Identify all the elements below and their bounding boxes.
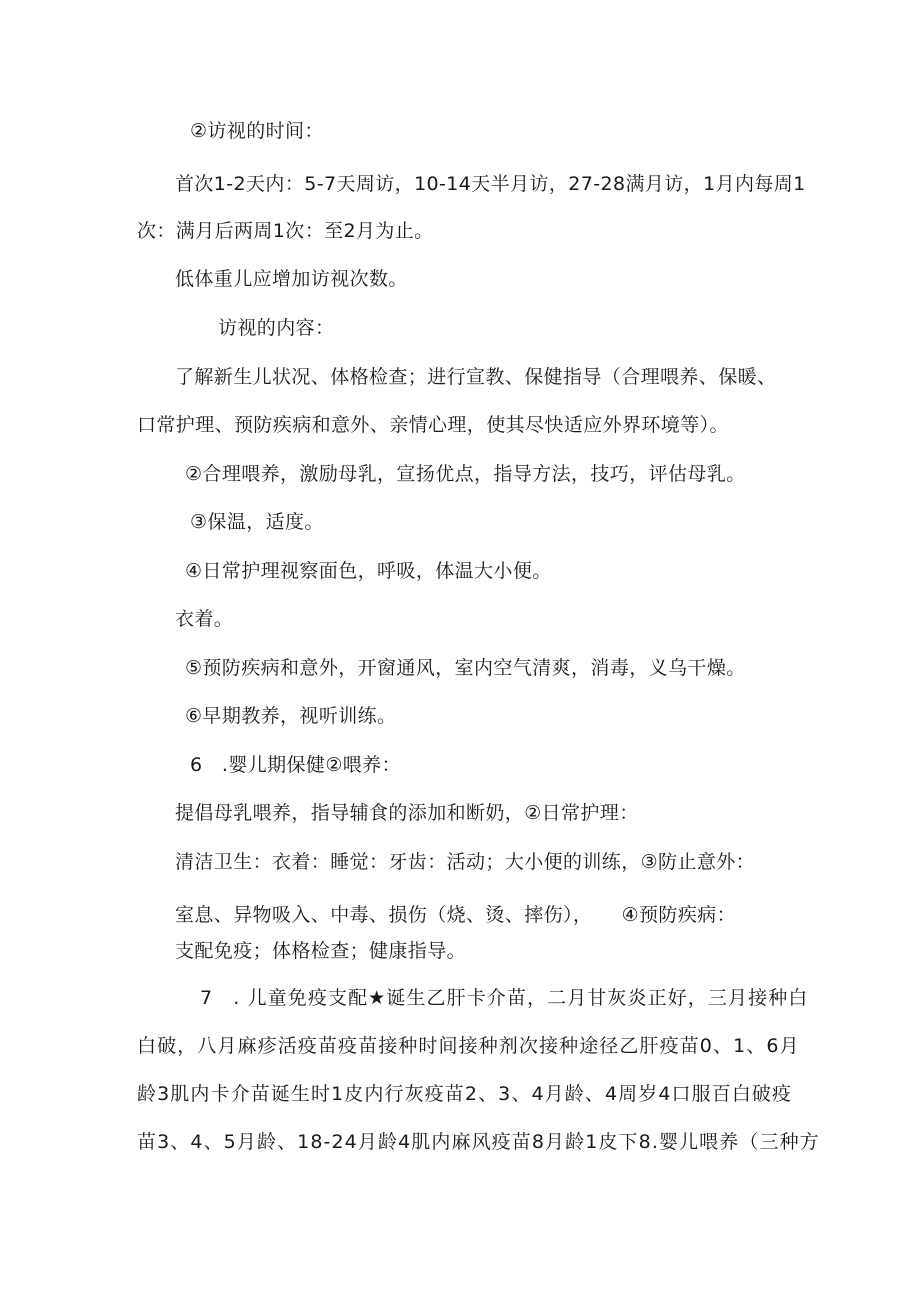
text-line: 衣着。 — [175, 608, 234, 630]
text-line: 苗3、4、5月龄、18-24月龄4肌内麻风疫苗8月龄1皮下8.婴儿喂养（三种方 — [137, 1131, 820, 1153]
text-line: 支配免疫；体格检查；健康指导。 — [175, 940, 467, 962]
section-heading: 6 .婴儿期保健②喂养： — [190, 754, 401, 776]
text-line: ④日常护理视察面色，呼吸，体温大小便。 — [185, 560, 552, 582]
text-line: ③保温，适度。 — [190, 511, 324, 533]
text-line: ②访视的时间： — [190, 120, 324, 142]
text-line: 低体重儿应增加访视次数。 — [175, 268, 408, 290]
text-line: 室息、异物吸入、中毒、损伤（烧、烫、摔伤）， ④预防疾病： — [175, 904, 737, 926]
text-line: 了解新生儿状况、体格检查；进行宣教、保健指导（合理喂养、保暖、 — [175, 366, 777, 388]
text-line: 提倡母乳喂养，指导辅食的添加和断奶，②日常护理： — [175, 802, 639, 824]
text-line: ⑤预防疾病和意外，开窗通风，室内空气清爽，消毒，义乌干燥。 — [185, 657, 746, 679]
text-line: ②合理喂养，激励母乳，宣扬优点，指导方法，技巧，评估母乳。 — [185, 463, 746, 485]
text-line: 口常护理、预防疾病和意外、亲情心理，使其尽快适应外界环境等）。 — [137, 414, 729, 436]
text-line: 访视的内容： — [218, 317, 335, 339]
text-line: 龄3肌内卡介苗诞生时1皮内行灰疫苗2、3、4月龄、4周岁4口服百白破疫 — [137, 1083, 793, 1105]
text-line: ⑥早期教养，视听训练。 — [185, 705, 397, 727]
text-line: 次：满月后两周1次：至2月为止。 — [137, 220, 434, 242]
text-line: 清洁卫生：衣着：睡觉：牙齿：活动；大小便的训练，③防止意外： — [175, 851, 756, 873]
text-line: 白破，八月麻疹活疫苗疫苗接种时间接种剂次接种途径乙肝疫苗0、1、6月 — [137, 1035, 800, 1057]
text-line: 首次1-2天内：5-7天周访，10-14天半月访，27-28满月访，1月内每周1 — [175, 173, 806, 195]
section-heading: 7 . 儿童免疫支配★诞生乙肝卡介苗，二月甘灰炎正好，三月接种白 — [200, 987, 809, 1009]
